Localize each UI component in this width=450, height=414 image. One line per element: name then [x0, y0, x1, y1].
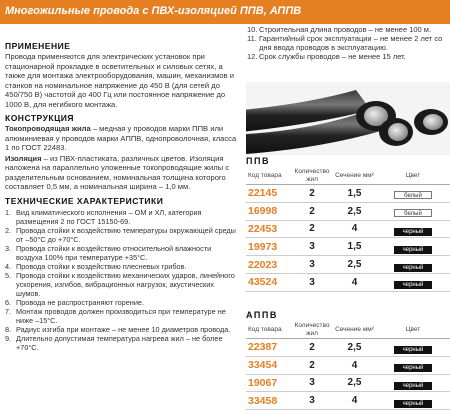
spec-item	[5, 334, 238, 352]
ppv-table-body	[246, 185, 450, 292]
color-cell	[378, 374, 448, 392]
construction-heading: КОНСТРУКЦИЯ	[5, 113, 75, 123]
table-row	[246, 375, 450, 393]
spec-text: Провода стойки к воздействию температуры окружающей среды от –50°С до +70°С.	[16, 225, 236, 244]
product-code: 33454	[248, 359, 278, 372]
product-code: 19067	[248, 376, 278, 389]
spec-number: 10.	[247, 25, 258, 34]
cores-count: 2	[309, 223, 315, 235]
color-cell	[378, 184, 448, 202]
table-row	[246, 238, 450, 256]
product-code: 43524	[248, 276, 278, 289]
spec-number: 9.	[5, 333, 12, 343]
cross-section: 2,5	[347, 341, 362, 353]
spec-item	[247, 52, 447, 61]
cross-section: 4	[351, 276, 358, 288]
page-title: Многожильные провода с ПВХ-изоляцией ППВ, АППВ	[0, 0, 450, 24]
spec-item	[247, 34, 447, 52]
product-code: 22023	[248, 258, 278, 271]
spec-text: Вид климатического исполнения – ОМ и ХЛ, категория размещения 2 по ГОСТ 15150-69.	[16, 207, 202, 226]
spec-item	[5, 307, 238, 325]
color-swatch: черный	[394, 228, 432, 236]
cores-count: 3	[309, 377, 315, 389]
table-row	[246, 339, 450, 357]
header-section: Сечение мм²	[335, 171, 374, 179]
header-cores: Количество жил	[294, 322, 330, 337]
spec-text: Гарантийный срок эксплуатации – не менее 2 лет со дня ввода проводов в эксплуатацию.	[259, 34, 443, 52]
header-code: Код товара	[248, 171, 282, 179]
cross-section: 4	[351, 223, 358, 235]
spec-item	[5, 271, 238, 298]
spec-item	[5, 262, 238, 271]
spec-text: Провода стойки к воздействию плесневых грибов.	[16, 261, 187, 271]
specs-list-continued	[247, 25, 447, 61]
specs-list	[5, 208, 238, 352]
conductor-text: – медная у проводов марки ППВ или алюминиевая у проводов марки АППВ, однопроволочная, класса 1 по ГОСТ 22483.	[5, 124, 237, 152]
color-swatch: черный	[394, 281, 432, 289]
spec-number: 7.	[5, 306, 12, 316]
spec-number: 4.	[5, 261, 12, 271]
color-cell	[378, 202, 448, 220]
cores-count: 3	[309, 395, 315, 407]
spec-number: 2.	[5, 225, 12, 235]
appv-table-body	[246, 339, 450, 410]
color-swatch: белый	[394, 191, 432, 199]
spec-text: Срок службы проводов – не менее 15 лет.	[259, 52, 406, 61]
cross-section: 1,5	[347, 241, 362, 253]
insulation-text: – из ПВХ-пластиката, различных цветов. Изоляция наложена на параллельно уложенные токопроводящие жилы с разделительным основанием, номинальная толщина которого составляет 0,5 мм, а номинальная ширина – 1,0 мм.	[5, 153, 230, 191]
table-row	[246, 357, 450, 375]
product-code: 16998	[248, 205, 278, 218]
ppv-table-title: ППВ	[246, 156, 270, 166]
cores-count: 2	[309, 205, 315, 217]
product-code: 33458	[248, 394, 278, 407]
color-cell	[378, 273, 448, 291]
cores-count: 3	[309, 259, 315, 271]
spec-text: Провода не распространяют горение.	[16, 297, 144, 307]
appv-table-header	[246, 321, 450, 339]
specs-heading: ТЕХНИЧЕСКИЕ ХАРАКТЕРИСТИКИ	[5, 195, 164, 206]
header-color: Цвет	[405, 171, 421, 179]
cores-count: 2	[309, 359, 315, 371]
spec-number: 5.	[5, 270, 12, 280]
conductor-paragraph	[5, 124, 238, 153]
table-row	[246, 392, 450, 410]
header-code: Код товара	[248, 325, 282, 333]
spec-text: Монтаж проводов должен производиться при температуре не ниже –15°С.	[16, 306, 226, 325]
cross-section: 2,5	[347, 377, 362, 389]
color-swatch: черный	[394, 346, 432, 354]
left-column	[5, 24, 238, 352]
spec-text: Провода стойки к воздействию относительной влажности воздуха 100% при температуре +35°С.	[16, 243, 212, 262]
application-text: Провода применяются для электрических установок при стационарной прокладке в осветительных и силовых сетях, а также для монтажа электрооборудования, машин, механизмов и станков на номинальное напряжение до 450 В (для сетей до 450/750 В) частотой до 400 Гц или постоянное напряжение до 1000 В, для негибкого монтажа.	[5, 52, 235, 109]
spec-text: Радиус изгиба при монтаже – не менее 10 диаметров провода.	[16, 324, 231, 334]
cross-section: 1,5	[347, 187, 362, 199]
insulation-label: Изоляция	[5, 153, 42, 163]
cores-count: 3	[309, 276, 315, 288]
table-row	[246, 256, 450, 274]
spec-text: Провода стойки к воздействию механических ударов, линейного ускорения, изгибов, вибрационных нагрузок, акустических шумов.	[16, 270, 235, 298]
spec-item	[247, 25, 447, 34]
color-swatch: черный	[394, 400, 432, 408]
spec-number: 12.	[247, 52, 258, 61]
color-cell	[378, 256, 448, 274]
appv-table	[246, 310, 450, 410]
spec-item	[5, 226, 238, 244]
cores-count: 2	[309, 341, 315, 353]
product-code: 22145	[248, 187, 278, 200]
cross-section: 2,5	[347, 259, 362, 271]
appv-table-title: АППВ	[246, 310, 278, 320]
spec-number: 8.	[5, 324, 12, 334]
color-cell	[378, 238, 448, 256]
color-cell	[378, 338, 448, 356]
header-section: Сечение мм²	[335, 325, 374, 333]
spec-item	[5, 325, 238, 334]
insulation-paragraph	[5, 154, 238, 192]
cores-count: 2	[309, 187, 315, 199]
spec-item	[5, 244, 238, 262]
spec-text: Строительная длина проводов – не менее 100 м.	[259, 25, 432, 34]
table-row	[246, 274, 450, 292]
header-cores: Количество жил	[294, 168, 330, 183]
header-color: Цвет	[405, 325, 421, 333]
product-code: 22387	[248, 341, 278, 354]
color-cell	[378, 220, 448, 238]
spec-item	[5, 298, 238, 307]
table-row	[246, 185, 450, 203]
cross-section: 4	[351, 359, 358, 371]
color-swatch: черный	[394, 382, 432, 390]
conductor-label: Токопроводящая жила	[5, 124, 91, 133]
spec-number: 3.	[5, 243, 12, 253]
spec-number: 6.	[5, 297, 12, 307]
color-swatch: черный	[394, 246, 432, 254]
color-cell	[378, 392, 448, 410]
spec-item	[5, 208, 238, 226]
product-code: 19973	[248, 240, 278, 253]
product-code: 22453	[248, 222, 278, 235]
color-swatch: черный	[394, 264, 432, 272]
ppv-table-header	[246, 167, 450, 185]
color-cell	[378, 356, 448, 374]
cross-section: 4	[351, 395, 358, 407]
cable-photo	[246, 82, 450, 155]
cross-section: 2,5	[347, 205, 362, 217]
cores-count: 3	[309, 241, 315, 253]
spec-number: 11.	[247, 34, 257, 43]
color-swatch: белый	[394, 209, 432, 217]
ppv-table	[246, 156, 450, 292]
application-heading: ПРИМЕНЕНИЕ	[5, 41, 71, 51]
spec-text: Длительно допустимая температура нагрева жил – не более +70°С.	[16, 333, 223, 352]
table-row	[246, 203, 450, 221]
color-swatch: черный	[394, 364, 432, 372]
spec-number: 1.	[5, 207, 12, 217]
table-row	[246, 221, 450, 239]
